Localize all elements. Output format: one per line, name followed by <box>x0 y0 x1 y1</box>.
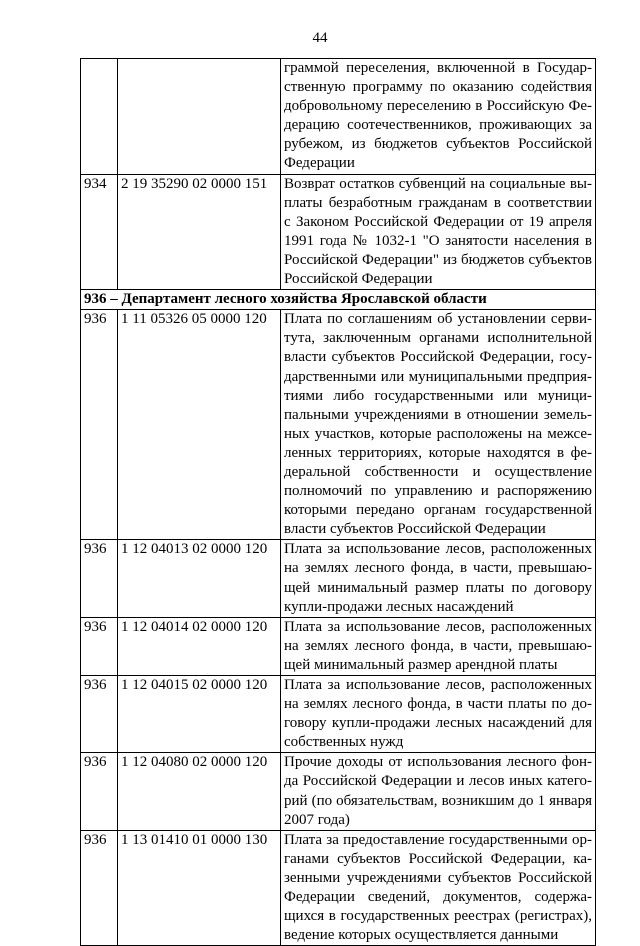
admin-code-cell: 936 <box>81 830 118 946</box>
description-cell: Возврат остатков субвенций на социальные выплаты безработным гражданам в соответствии с Законом Российской Федерации от 19 апреля 1991 года № 1032-1 "О занятости населения в Российской Федерации" из бюджетов субъектов Российской Федерации <box>281 174 596 290</box>
admin-code-cell: 936 <box>81 676 118 753</box>
table-row <box>81 830 596 946</box>
admin-code-cell <box>81 59 118 175</box>
description-cell: граммой переселения, включенной в Государственную программу по оказанию содействия добровольному переселению в Российскую Федерацию соотечественников, проживающих за рубежом, из бюджетов субъектов Российской Федерации <box>281 59 596 175</box>
description-cell: Плата за использование лесов, расположенных на землях лесного фонда, в части, превышающей минимальный размер арендной платы <box>281 617 596 675</box>
table-row <box>81 59 596 175</box>
table-row <box>81 540 596 617</box>
table-row <box>81 310 596 540</box>
admin-code-cell: 936 <box>81 310 118 540</box>
budget-code-cell: 1 12 04080 02 0000 120 <box>118 753 281 830</box>
revenue-codes-table <box>80 58 596 946</box>
section-header: 936 – Департамент лесного хозяйства Ярославской области <box>81 290 596 310</box>
budget-code-cell: 1 12 04013 02 0000 120 <box>118 540 281 617</box>
admin-code-cell: 934 <box>81 174 118 290</box>
table-row <box>81 174 596 290</box>
description-cell: Плата по соглашениям об установлении сервитута, заключенным органами исполнительной власти субъектов Российской Федерации, государственными или муниципальными предприятиями либо государственными или муниципальными учреждениями в отношении земельных участков, которые расположены на межселенных территориях, которые находятся в федеральной собственности и осуществление полномочий по управлению и распоряжению которыми передано органам государственной власти субъектов Российской Федерации <box>281 310 596 540</box>
budget-code-cell: 2 19 35290 02 0000 151 <box>118 174 281 290</box>
table-row <box>81 753 596 830</box>
description-cell: Плата за использование лесов, расположенных на землях лесного фонда, в части платы по договору купли-продажи лесных насаждений для собственных нужд <box>281 676 596 753</box>
budget-code-cell: 1 12 04015 02 0000 120 <box>118 676 281 753</box>
page-number: 44 <box>312 30 328 46</box>
admin-code-cell: 936 <box>81 753 118 830</box>
budget-code-cell: 1 11 05326 05 0000 120 <box>118 310 281 540</box>
section-header-row <box>81 290 596 310</box>
admin-code-cell: 936 <box>81 540 118 617</box>
admin-code-cell: 936 <box>81 617 118 675</box>
table-row <box>81 676 596 753</box>
budget-code-cell: 1 12 04014 02 0000 120 <box>118 617 281 675</box>
table-row <box>81 617 596 675</box>
budget-code-cell: 1 13 01410 01 0000 130 <box>118 830 281 946</box>
description-cell: Плата за использование лесов, расположенных на землях лесного фонда, в части, превышающей минимальный размер платы по договору купли-продажи лесных насаждений <box>281 540 596 617</box>
budget-code-cell <box>118 59 281 175</box>
description-cell: Плата за предоставление государственными органами субъектов Российской Федерации, казенными учреждениями субъектов Российской Федерации сведений, документов, содержащихся в государственных реестрах (регистрах), ведение которых осуществляется данными <box>281 830 596 946</box>
description-cell: Прочие доходы от использования лесного фонда Российской Федерации и лесов иных категорий (по обязательствам, возникшим до 1 января 2007 года) <box>281 753 596 830</box>
